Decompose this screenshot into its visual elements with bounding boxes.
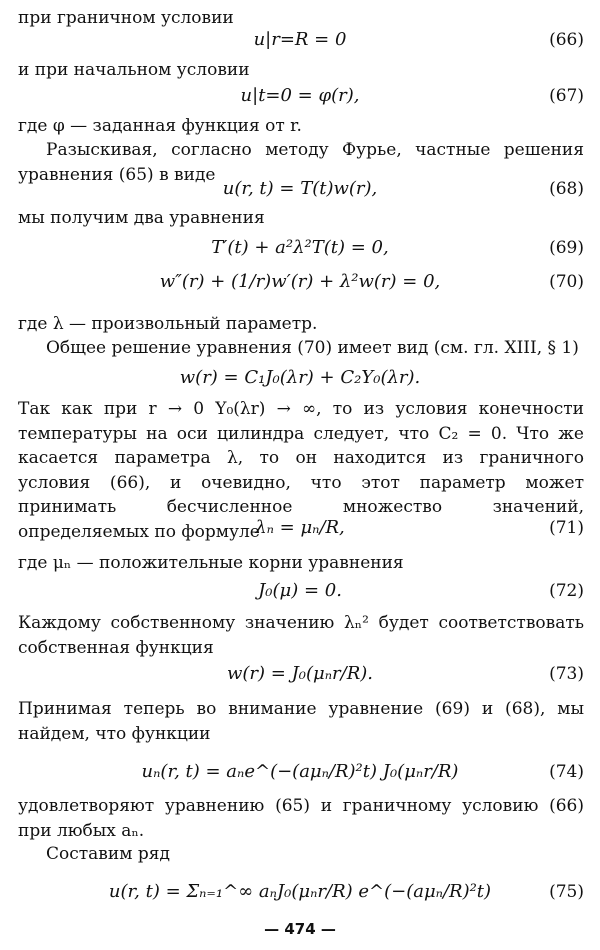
- text-line: где λ — произвольный параметр.: [18, 314, 318, 334]
- equation-74: [0, 756, 600, 788]
- text-line: мы получим два уравнения: [18, 208, 265, 228]
- equation-number: (71): [549, 518, 584, 538]
- equation-body: T′(t) + a²λ²T(t) = 0,: [211, 237, 389, 258]
- equation-body: w″(r) + (1/r)w′(r) + λ²w(r) = 0,: [159, 271, 441, 292]
- equation-67: [0, 80, 600, 112]
- equation-73: [0, 658, 600, 690]
- equation-number: (70): [549, 272, 584, 292]
- text-line: Общее решение уравнения (70) имеет вид (см. гл. XIII, § 1): [46, 338, 579, 358]
- equation-body: w(r) = J₀(μₙr/R).: [227, 663, 373, 684]
- equation-69: [0, 232, 600, 264]
- equation-66: [0, 24, 600, 56]
- equation-number: (68): [549, 179, 584, 199]
- equation-number: (75): [549, 882, 584, 902]
- equation-number: (67): [549, 86, 584, 106]
- paragraph: Принимая теперь во внимание уравнение (69) и (68), мы найдем, что функции: [18, 699, 584, 744]
- equation-body: w(r) = C₁J₀(λr) + C₂Y₀(λr).: [179, 367, 421, 388]
- paragraph: Каждому собственному значению λₙ² будет соответствовать собственная функция: [18, 613, 584, 658]
- equation-number: (66): [549, 30, 584, 50]
- equation-71: [0, 512, 600, 544]
- equation-body: u(r, t) = T(t)w(r),: [222, 178, 378, 199]
- equation-number: (73): [549, 664, 584, 684]
- equation-75: [0, 876, 600, 908]
- paragraph: Так как при r → 0 Y₀(λr) → ∞, то из условия конечности температуры на оси цилиндра следует, что C₂ = 0. Что же касается параметра λ, то он находится из граничного условия (66), и очевидно, что этот параметр может принимать бесчисленное множество значений, определяемых по формуле: [18, 399, 584, 542]
- equation-70: [0, 266, 600, 298]
- equation-68: [0, 173, 600, 205]
- equation-body: u(r, t) = Σₙ₌₁^∞ aₙJ₀(μₙr/R) e^(−(aμₙ/R)²t): [108, 881, 492, 902]
- text-line: Составим ряд: [46, 844, 170, 864]
- equation-body: u|t=0 = φ(r),: [240, 85, 360, 106]
- equation-number: (74): [549, 762, 584, 782]
- equation-body: λₙ = μₙ/R,: [255, 517, 345, 538]
- paragraph: Разыскивая, согласно методу Фурье, частные решения уравнения (65) в виде: [18, 140, 584, 185]
- paragraph: удовлетворяют уравнению (65) и граничному условию (66) при любых aₙ.: [18, 796, 584, 841]
- equation-general-solution: [0, 362, 600, 394]
- equation-72: [0, 575, 600, 607]
- text-line: и при начальном условии: [18, 60, 250, 80]
- equation-number: (69): [549, 238, 584, 258]
- equation-body: J₀(μ) = 0.: [258, 580, 342, 601]
- text-line: где μₙ — положительные корни уравнения: [18, 553, 404, 573]
- equation-number: (72): [549, 581, 584, 601]
- text-line: где φ — заданная функция от r.: [18, 116, 302, 136]
- page-number: — 474 —: [264, 920, 336, 938]
- text-line: при граничном условии: [18, 8, 234, 28]
- equation-body: u|r=R = 0: [253, 29, 347, 50]
- equation-body: uₙ(r, t) = aₙe^(−(aμₙ/R)²t) J₀(μₙr/R): [141, 761, 459, 782]
